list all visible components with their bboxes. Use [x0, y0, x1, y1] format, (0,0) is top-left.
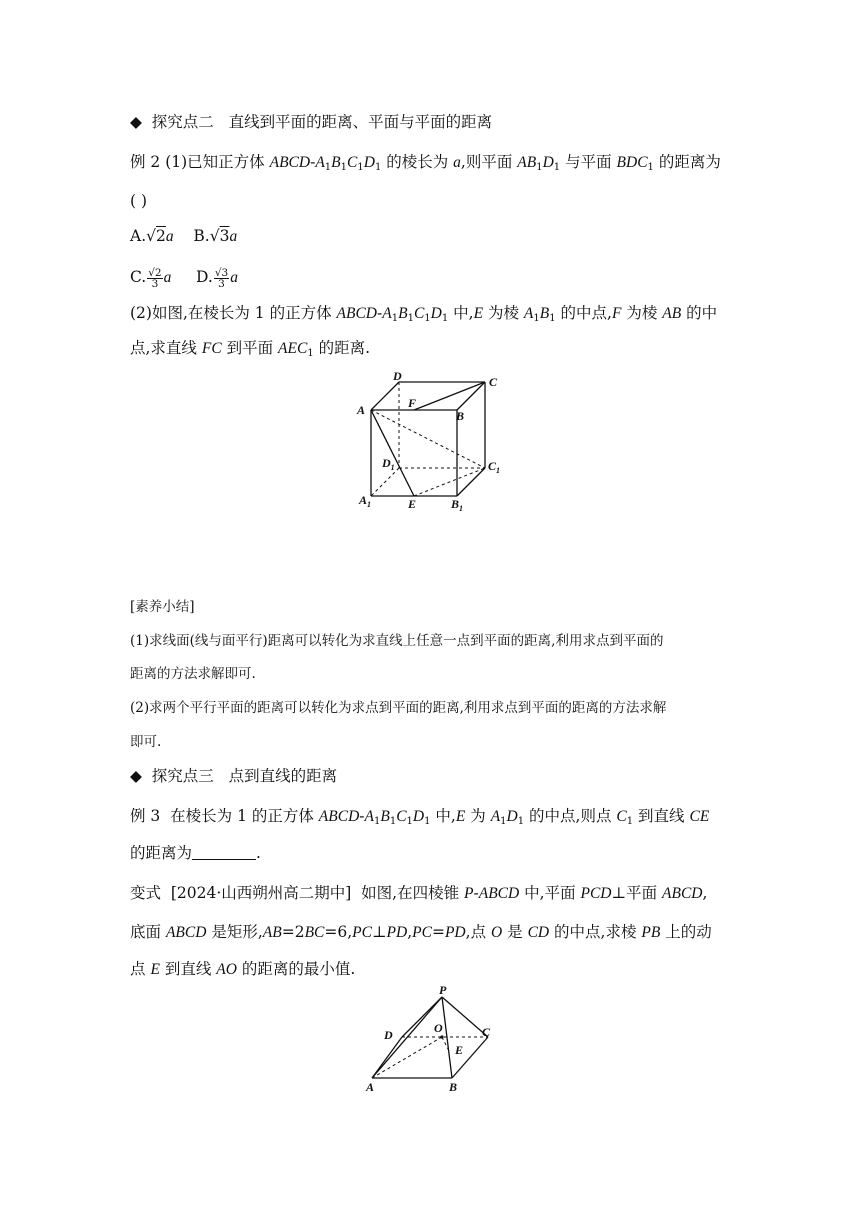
bullet-diamond-icon: ◆ — [130, 767, 142, 785]
section-2-title: 探究点二 直线到平面的距离、平面与平面的距离 — [151, 113, 493, 131]
option-d: D. $\frac{√3}{3}$ a — [196, 266, 238, 290]
example-2-part2-line2: 点,求直线 FC 到平面 $AEC_1$ 的距离. — [130, 339, 371, 359]
label-B1: $B_1$ — [451, 497, 464, 513]
answer-paren: ( ) — [130, 192, 148, 210]
summary-title: [素养小结] — [130, 599, 195, 615]
summary-item1-line1: (1)求线面(线与面平行)距离可以转化为求直线上任意一点到平面的距离,利用求点到平面的 — [130, 633, 664, 649]
variant-line2: 底面 ABCD 是矩形,AB=2BC=6,PC⊥PD,PC=PD,点 O 是 CD 的中点,求棱 PB 上的动 — [130, 923, 712, 941]
label-A: A — [366, 1080, 375, 1094]
label-C1: $C_1$ — [488, 459, 501, 475]
summary-item2-line1: (2)求两个平行平面的距离可以转化为求点到平面的距离,利用求点到平面的距离的方法求解 — [130, 700, 667, 716]
section-heading-3 — [130, 766, 337, 786]
example-2-part1: 例 2 (1)已知正方体 ABCD-$A_1B_1C_1D_1$ 的棱长为 a,则平面 $AB_1D_1$ 与平面 $BDC_1$ 的距离为 — [130, 153, 721, 173]
label-B: B — [449, 1080, 458, 1094]
summary-item1-line2: 距离的方法求解即可. — [130, 666, 256, 682]
example-3-line2: 的距离为 . — [130, 844, 261, 862]
option-a: A.√2a — [130, 227, 174, 245]
label-D1: $D_1$ — [382, 456, 395, 472]
variant-line3: 点 E 到直线 AO 的距离的最小值. — [130, 960, 356, 978]
options-cd — [130, 262, 238, 292]
section-3-title: 探究点三 点到直线的距离 — [151, 767, 338, 785]
label-P: P — [439, 985, 447, 997]
example-2-part2-line1: (2)如图,在棱长为 1 的正方体 ABCD-$A_1B_1C_1D_1$ 中,E 为棱 $A_1B_1$ 的中点,F 为棱 AB 的中 — [130, 304, 718, 324]
section-heading-2 — [130, 112, 492, 132]
label-D: D — [393, 369, 402, 383]
label-E: E — [408, 497, 417, 511]
label-F: F — [408, 396, 417, 410]
answer-blank[interactable] — [192, 845, 256, 860]
option-c: C. $\frac{√2}{3}$ a — [130, 266, 172, 290]
example-3-line1: 例 3 在棱长为 1 的正方体 ABCD-$A_1B_1C_1D_1$ 中,E 为 $A_1D_1$ 的中点,则点 $C_1$ 到直线 CE — [130, 807, 710, 827]
label-E: E — [455, 1043, 464, 1057]
point-O — [440, 1035, 443, 1038]
bullet-diamond-icon: ◆ — [130, 113, 142, 131]
label-O: O — [434, 1021, 443, 1035]
options-ab — [130, 226, 237, 247]
summary-item2-line2: 即可. — [130, 734, 162, 750]
variant-line1: 变式 [2024·山西朔州高二期中] 如图,在四棱锥 P-ABCD 中,平面 PCD⊥平面 ABCD, — [130, 884, 708, 902]
label-A1: $A_1$ — [359, 493, 372, 509]
label-D: D — [384, 1028, 393, 1042]
label-C: C — [489, 375, 498, 389]
option-b: B.√3a — [193, 227, 238, 245]
label-A: A — [357, 403, 366, 417]
label-C: C — [482, 1025, 491, 1039]
cube-figure — [352, 368, 512, 518]
pyramid-figure — [360, 985, 510, 1097]
label-B: B — [456, 409, 465, 423]
